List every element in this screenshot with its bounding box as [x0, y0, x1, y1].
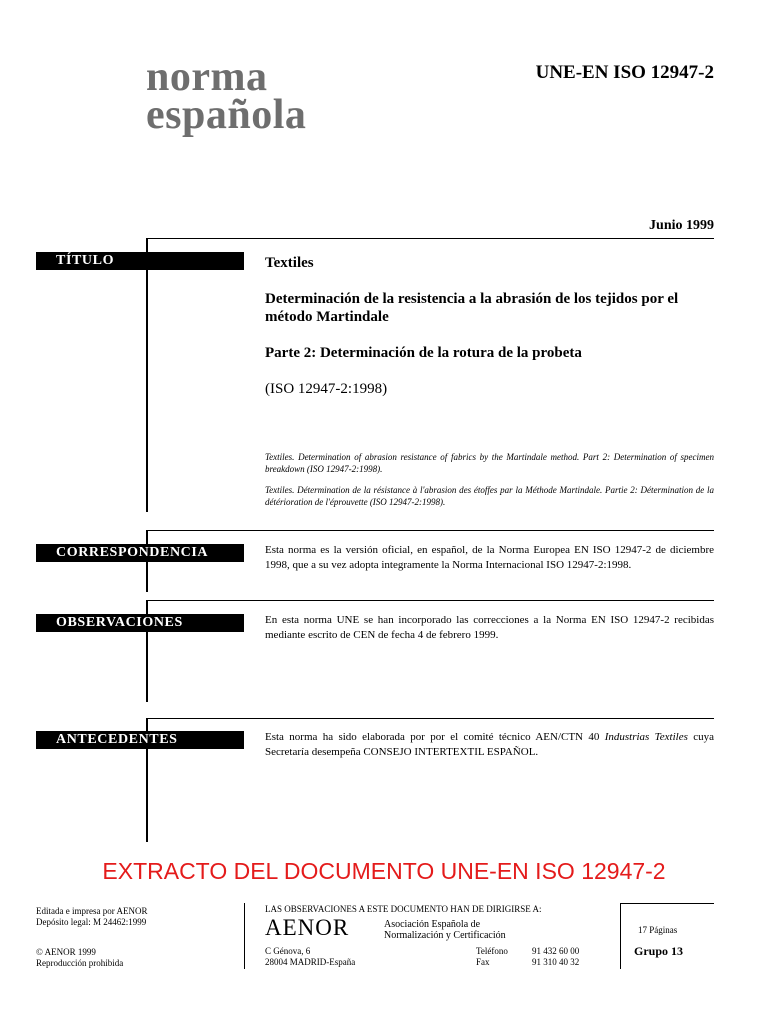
section-label-observaciones: OBSERVACIONES: [36, 614, 244, 632]
iso-reference: (ISO 12947-2:1998): [265, 381, 388, 397]
footer-edited: Editada e impresa por AENOR: [36, 906, 148, 916]
page-count: 17 Páginas: [638, 925, 678, 935]
footer-deposit: Depósito legal: M 24462:1999: [36, 917, 147, 927]
fax-number: 91 310 40 32: [532, 957, 580, 967]
english-title: Textiles. Determination of abrasion resistance of fabrics by the Martindale method. Part 2: Determination of specimen breakdown (ISO 12947-2:1998).: [265, 452, 714, 474]
footer-city: 28004 MADRID-España: [265, 957, 356, 967]
correspondencia-text: Esta norma es la versión oficial, en español, de la Norma Europea EN ISO 12947-2 de diciembre 1998, que a su vez adopta integramente la Norma Internacional ISO 12947-2:1998.: [265, 544, 714, 571]
group-number: Grupo 13: [634, 944, 684, 958]
aenor-association-line-1: Asociación Española de: [384, 919, 481, 930]
standard-code: UNE-EN ISO 12947-2: [535, 62, 714, 83]
footer-publisher: [36, 906, 147, 928]
phone-label: Teléfono: [476, 946, 508, 956]
footer-divider-left: [244, 903, 245, 969]
section-label-antecedentes: ANTECEDENTES: [36, 731, 244, 749]
correspondencia-top-rule: [148, 530, 714, 531]
titulo-top-rule: [148, 238, 714, 239]
doc-part: Parte 2: Determinación de la rotura de la probeta: [265, 345, 582, 361]
publication-date: Junio 1999: [649, 218, 714, 233]
antecedentes-top-rule: [148, 718, 714, 719]
footer-divider-right: [620, 903, 621, 969]
titulo-vertical-rule: [146, 238, 148, 512]
brand-line-1: norma: [146, 54, 268, 100]
footer-rights: [36, 947, 123, 969]
aenor-association: [384, 919, 506, 941]
antecedentes-text-start: Esta norma ha sido elaborada por por el comité técnico AEN/CTN 40: [265, 731, 605, 743]
footer-reproduction: Reproducción prohibida: [36, 958, 124, 968]
phone-number: 91 432 60 00: [532, 946, 580, 956]
aenor-logo: AENOR: [265, 915, 350, 940]
observaciones-text: En esta norma UNE se han incorporado las correcciones a la Norma EN ISO 12947-2 recibidas mediante escrito de CEN de fecha 4 de febrero 1999.: [265, 614, 714, 641]
footer-address: [265, 946, 355, 968]
extract-notice: EXTRACTO DEL DOCUMENTO UNE-EN ISO 12947-2: [102, 858, 666, 884]
footer-observations: LAS OBSERVACIONES A ESTE DOCUMENTO HAN DE DIRIGIRSE A:: [265, 904, 542, 914]
section-label-titulo: TÍTULO: [36, 252, 244, 270]
doc-title: Textiles: [265, 255, 314, 271]
brand-line-2: española: [146, 92, 307, 138]
brand-title: [146, 54, 307, 138]
antecedentes-text: [265, 730, 714, 760]
footer-copyright: © AENOR 1999: [36, 947, 96, 957]
footer-box-top-rule: [620, 903, 714, 904]
aenor-association-line-2: Normalización y Certificación: [384, 930, 506, 941]
antecedentes-text-end: cuya Secretaría desempeña CONSEJO INTERTEXTIL ESPAÑOL.: [265, 731, 714, 758]
footer-contact-values: [532, 946, 579, 968]
observaciones-top-rule: [148, 600, 714, 601]
doc-subtitle: Determinación de la resistencia a la abrasión de los tejidos por el método Martindale: [265, 291, 679, 325]
footer-street: C Génova, 6: [265, 946, 311, 956]
section-label-correspondencia: CORRESPONDENCIA: [36, 544, 244, 562]
fax-label: Fax: [476, 957, 490, 967]
footer-contact-labels: [476, 946, 508, 968]
french-title: Textiles. Détermination de la résistance à l'abrasion des étoffes par la Méthode Martindale. Partie 2: Détermination de la détérioration de l'éprouvette (ISO 12947-2:1998).: [265, 485, 714, 507]
antecedentes-committee-name: Industrias Textiles: [604, 731, 688, 743]
